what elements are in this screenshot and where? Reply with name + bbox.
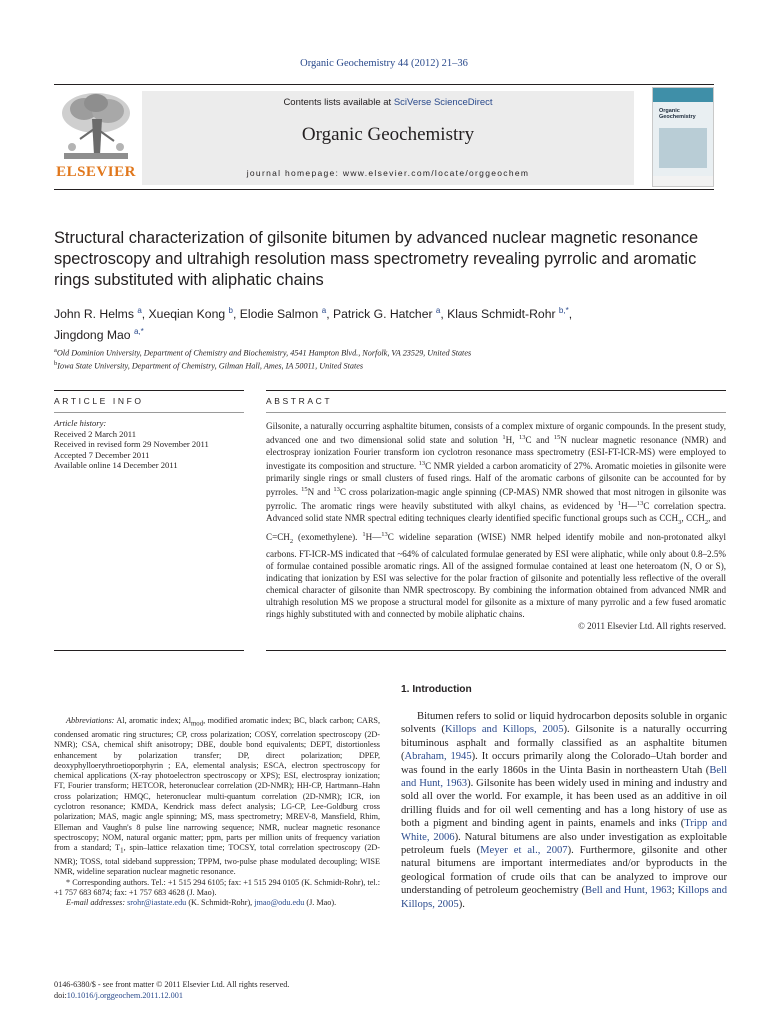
sciencedirect-link[interactable]: SciVerse ScienceDirect [393, 97, 493, 108]
history-label: Article history: [54, 418, 107, 428]
article-history [54, 418, 244, 471]
email-link[interactable]: srohr@iastate.edu [127, 898, 187, 908]
affiliation: $^a$Old Dominion University, Department of Chemistry and Biochemistry, 4541 Hampton Blvd., Norfolk, VA 23529, United States [54, 347, 472, 358]
abstract-copyright: © 2011 Elsevier Ltd. All rights reserved. [578, 620, 726, 631]
corresponding-author-footnote: * Corresponding authors. Tel.: +1 515 294 6105; fax: +1 515 294 0105 (K. Schmidt-Rohr), tel.: +1 757 683 6874; fax: +1 757 683 4628 (J. Mao). [54, 877, 380, 898]
article-info-heading: ARTICLE INFO [54, 396, 144, 406]
divider [266, 390, 726, 391]
article-title: Structural characterization of gilsonite bitumen by advanced nuclear magnetic resonance spectroscopy and ultrahigh resolution mass spectrometry revealing pyrrolic and aromatic rings substituted with aliphatic chains [54, 229, 699, 289]
contents-prefix: Contents lists available at [283, 97, 394, 108]
journal-masthead [54, 84, 714, 190]
divider [54, 412, 244, 413]
divider [266, 412, 726, 413]
footnotes [54, 716, 380, 909]
abstract-heading: ABSTRACT [266, 396, 333, 406]
masthead-center [142, 91, 634, 185]
doi-line: doi:10.1016/j.orggeochem.2011.12.001 [54, 990, 183, 1000]
history-item: Received in revised form 29 November 2011 [54, 439, 209, 449]
email-link[interactable]: jmao@odu.edu [254, 898, 305, 908]
divider [54, 390, 244, 391]
doi-link[interactable]: 10.1016/j.orggeochem.2011.12.001 [66, 990, 183, 1000]
citation-link[interactable]: Meyer et al., 2007 [480, 845, 568, 857]
introduction-text: Bitumen refers to solid or liquid hydrocarbon deposits soluble in organic solvents (Killops and Killops, 2005). Gilsonite is a naturally occurring bituminous asphalt and formally classified as an asphaltite bitumen (Abraham, 1945). It occurs primarily along the Colorado–Utah border and was found in the early 1860s in the Uinta Basin in northeastern Utah (Bell and Hunt, 1963). Gilsonite has been widely used in mining and industry and sold all over the world. For example, it has been used as an additive in oil drilling fluids and for oil well cementing and has a long history of use as both a pigment and binding agent in paints, enamels and inks (Tripp and White, 2006). Natural bitumens are also under investigation as exploitable petroleum fuels (Meyer et al., 2007). Furthermore, gilsonite and other natural bitumens are important intermediates and/or byproducts in the geological formation of crude oils that can be analyzed to improve our understanding of petroleum geochemistry (Bell and Hunt, 1963; Killops and Killops, 2005). [401, 711, 727, 910]
journal-homepage-link[interactable]: journal homepage: www.elsevier.com/locate/orggeochem [246, 168, 530, 178]
cover-title: Organic Geochemistry [659, 108, 696, 120]
author[interactable]: Elodie Salmon $^a$ [239, 306, 327, 322]
author[interactable]: Xueqian Kong $^b$ [148, 306, 233, 322]
citation-link[interactable]: Killops and Killops, 2005 [401, 885, 727, 910]
affiliation: $^b$Iowa State University, Department of Chemistry, Gilman Hall, Ames, IA 50011, United States [54, 359, 364, 371]
author[interactable]: Patrick G. Hatcher $^a$ [332, 306, 441, 322]
divider [266, 650, 726, 651]
citation-link[interactable]: Abraham, 1945 [404, 751, 472, 763]
author[interactable]: John R. Helms $^a$ [54, 306, 142, 322]
journal-citation[interactable]: Organic Geochemistry 44 (2012) 21–36 [300, 58, 468, 69]
introduction-heading: 1. Introduction [401, 684, 472, 695]
front-matter-line: 0146-6380/$ - see front matter © 2011 Elsevier Ltd. All rights reserved. [54, 980, 290, 989]
elsevier-tree-icon [54, 89, 138, 167]
contents-line [142, 97, 634, 108]
journal-name: Organic Geochemistry [301, 124, 475, 145]
journal-cover-thumbnail[interactable] [652, 87, 714, 187]
abstract-text: Gilsonite, a naturally occurring asphaltite bitumen, consists of a complex mixture of organic compounds. In the present study, advanced one and two dimensional solid state and solution $^1$H, $^{13}$C and $^{15}$N nuclear magnetic resonance (NMR) and electrospray ionization Fourier transform ion cyclotron resonance mass spectrometry (ESI-FT-ICR-MS) were employed to investigate its composition and structure. $^{13}$C NMR yielded a carbon aromaticity of 27%. Aromatic moieties in gilsonite were primarily single rings or small clusters of fused rings. Half of the aromatic carbons of gilsonite can be accounted for by pyrroles. $^{15}$N and $^{13}$C cross polarization-magic angle spinning (CP-MAS) NMR showed that most nitrogen in gilsonite was pyrrolic. The aromatic rings were heavily substituted with alkyl chains, as evidenced by $^1$H—$^{13}$C correlation spectra. Advanced solid state NMR spectral editing techniques clearly identified specific functional groups such as $CCH_3$, $CCH_2$, and $C=CH_2$ (exomethylene). $^1$H—$^{13}$C wideline separation (WISE) NMR helped identify mobile and non-protonated alkyl carbons. FT-ICR-MS indicated that ~64% of calculated formulae generated by ESI were aliphatic, while only about 0.8–2.5% of formulae contained possible aromatic rings. All of the assigned formulae contained at least one heteroatom (N, O or S), indicating that ionization by ESI was selective for the polar fraction of gilsonite and potentially less reflective of the overall chemical character of gilsonite than NMR spectroscopy. By combining the information obtained from advanced NMR and ultrahigh resolution MS we propose a structural model for gilsonite as a mixture of many pyrrolic and a few fused aromatic rings highly substituted with and connected by mobile aliphatic chains. © 2011 Elsevier Ltd. All rights reserved. [266, 421, 727, 631]
abbreviations-footnote: Abbreviations: Al, aromatic index; $Al_{mod}$, modified aromatic index; BC, black carbon; CARS, condensed aromatic ring structures; CP, cross polarization; COSY, correlation spectroscopy (2D-NMR); CSA, chemical shift anisotropy; DBE, double bond equivalents; DEPT, distortionless enhancement by polarization transfer; DP, direct polarization; DPEP, deoxyphylloerythroetioporphyrin ; EA, elemental analysis; ESCA, electron spectroscopy for chemical applications (X-ray photoelectron spectroscopy or XPS); ESI, electrospray ionization; FT, Fourier transform; HETCOR, heteronuclear correlation (2D-NMR); HH-CP, Hartmann–Hahn cross polarization; HMQC, heteronuclear multi-quantum correlation (2D-NMR); ICR, ion cyclotron resonance; KMDA, Kendrick mass defect analysis; LG-CP, Lee-Goldburg cross polarization; MAS, magic angle spinning; MS, mass spectrometry; MREV-8, Mansfield, Rhim, Elleman and Vaughn's 8 pulse line narrowing sequence; NMR, nuclear magnetic resonance spectroscopy; NOM, natural organic matter; ppm, parts per million units of frequency variation from a standard; $T_1$, spin–lattice relaxation time; TOCSY, total correlation spectroscopy (2D-NMR); TOSS, total sideband suppression; TPPM, two-pulse phase modulated decoupling; WISE NMR, wideline separation nuclear magnetic resonance. [54, 716, 381, 877]
author[interactable]: Jingdong Mao $^{a,*}$ [54, 327, 144, 343]
issn-doi [54, 980, 380, 1001]
history-item: Available online 14 December 2011 [54, 460, 178, 470]
citation-link[interactable]: Killops and Killops, 2005 [444, 724, 564, 736]
citation-link[interactable]: Tripp and White, 2006 [401, 818, 727, 843]
citation-link[interactable]: Bell and Hunt, 1963 [401, 764, 727, 790]
email-footnote: E-mail addresses: srohr@iastate.edu (K. Schmidt-Rohr), jmao@odu.edu (J. Mao). [66, 898, 337, 908]
citation-link[interactable]: Bell and Hunt, 1963 [585, 885, 672, 897]
affiliations [54, 346, 714, 371]
author-list: John R. Helms $^a$, Xueqian Kong $^b$, Elodie Salmon $^a$, Patrick G. Hatcher $^a$, Klaus Schmidt-Rohr $^{b,*}$, Jingdong Mao $^{a,*}$ [54, 306, 573, 343]
elsevier-logo [54, 89, 138, 187]
elsevier-wordmark: ELSEVIER [56, 164, 136, 180]
history-item: Received 2 March 2011 [54, 428, 137, 439]
history-item: Accepted 7 December 2011 [54, 449, 150, 460]
author[interactable]: Klaus Schmidt-Rohr $^{b,*}$ [447, 306, 569, 322]
divider [54, 650, 244, 651]
